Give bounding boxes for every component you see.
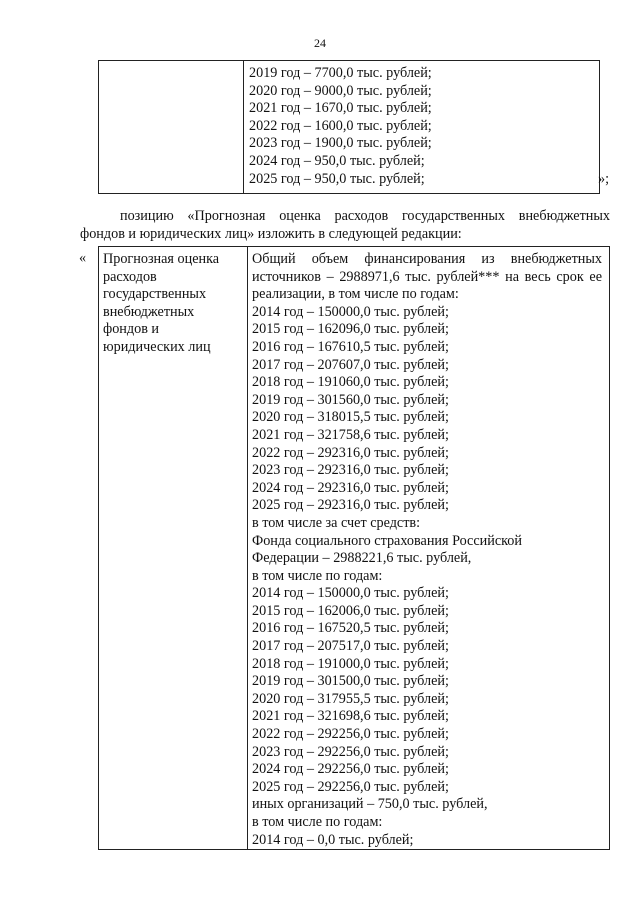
label-line: внебюджетных [103,303,195,320]
opening-quote: « [79,250,87,266]
funding-line: 2015 год – 162096,0 тыс. рублей; [252,321,449,338]
funding-line: 2017 год – 207607,0 тыс. рублей; [252,356,449,373]
label-line: государственных [103,286,207,303]
funding-line: 2014 год – 0,0 тыс. рублей; [252,831,414,848]
main-table-value-cell [248,247,610,850]
funding-line: 2020 год – 9000,0 тыс. рублей; [249,82,432,99]
funding-line: 2016 год – 167610,5 тыс. рублей; [252,338,449,355]
funding-line: 2019 год – 301500,0 тыс. рублей; [252,673,449,690]
funding-intro: Общий объем финансирования из внебюджетных источников – 2988971,6 тыс. рублей*** на весь срок ее реализации, в том числе по годам: [252,251,602,303]
funding-line: 2023 год – 292256,0 тыс. рублей; [252,743,449,760]
paragraph-line: фондов и юридических лиц» изложить в следующей редакции: [80,226,462,242]
top-table [98,60,600,194]
funding-line: 2021 год – 321698,6 тыс. рублей; [252,708,449,725]
funding-line: 2024 год – 292256,0 тыс. рублей; [252,761,449,778]
funding-line: 2021 год – 321758,6 тыс. рублей; [252,426,449,443]
funding-line: 2018 год – 191060,0 тыс. рублей; [252,374,449,391]
funding-line: 2020 год – 317955,5 тыс. рублей; [252,690,449,707]
funding-line: 2018 год – 191000,0 тыс. рублей; [252,655,449,672]
funding-line: 2023 год – 1900,0 тыс. рублей; [249,135,432,152]
label-line: фондов и [103,321,160,338]
amendment-paragraph [80,207,610,243]
funding-line: 2025 год – 950,0 тыс. рублей; [249,170,425,187]
funding-line: 2023 год – 292316,0 тыс. рублей; [252,462,449,479]
main-table-label-cell [99,247,248,850]
funding-line: 2024 год – 950,0 тыс. рублей; [249,152,425,169]
main-table [98,246,610,850]
funding-line: 2019 год – 301560,0 тыс. рублей; [252,391,449,408]
page-number: 24 [314,36,326,50]
closing-quote: »; [598,171,610,187]
label-line: расходов [103,268,157,285]
funding-line: Фонда социального страхования Российской [252,532,522,549]
paragraph-line: позицию «Прогнозная оценка расходов государственных внебюджетных [120,208,610,224]
funding-line: 2015 год – 162006,0 тыс. рублей; [252,602,449,619]
funding-line: 2014 год – 150000,0 тыс. рублей; [252,303,449,320]
funding-line: 2022 год – 292256,0 тыс. рублей; [252,726,449,743]
funding-line: 2022 год – 292316,0 тыс. рублей; [252,444,449,461]
funding-line: в том числе за счет средств: [252,514,421,531]
label-line: Прогнозная оценка [103,251,220,267]
funding-line: 2019 год – 7700,0 тыс. рублей; [249,65,432,81]
funding-line: в том числе по годам: [252,567,383,584]
funding-line: 2022 год – 1600,0 тыс. рублей; [249,117,432,134]
funding-line: 2014 год – 150000,0 тыс. рублей; [252,585,449,602]
funding-line: 2021 год – 1670,0 тыс. рублей; [249,100,432,117]
funding-line: 2020 год – 318015,5 тыс. рублей; [252,409,449,426]
label-line: юридических лиц [103,338,211,355]
funding-line: 2025 год – 292316,0 тыс. рублей; [252,497,449,514]
funding-line: 2024 год – 292316,0 тыс. рублей; [252,479,449,496]
funding-line: иных организаций – 750,0 тыс. рублей, [252,796,488,813]
top-table-label-cell [99,61,244,194]
top-table-value-cell [244,61,600,194]
funding-line: Федерации – 2988221,6 тыс. рублей, [252,550,472,567]
funding-line: в том числе по годам: [252,814,383,830]
funding-line: 2025 год – 292256,0 тыс. рублей; [252,778,449,795]
funding-line: 2016 год – 167520,5 тыс. рублей; [252,620,449,637]
funding-line: 2017 год – 207517,0 тыс. рублей; [252,638,449,655]
